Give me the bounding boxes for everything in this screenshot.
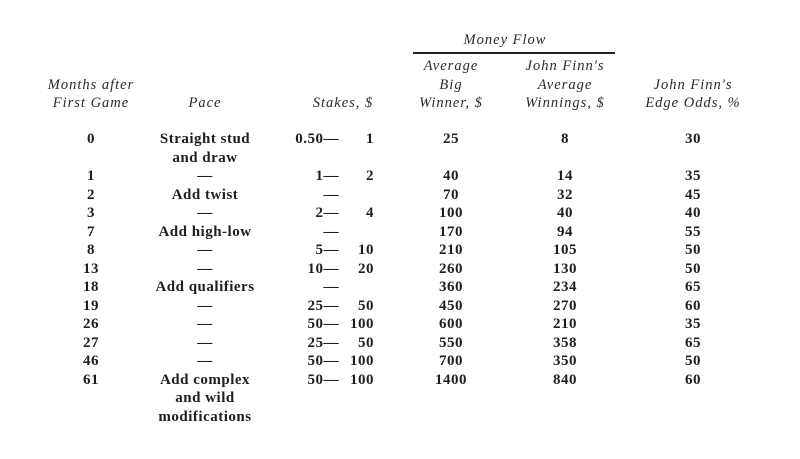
stakes-low-cell: — (323, 223, 339, 240)
finn-winnings-cell: 840 (553, 371, 577, 388)
pace-cell: modifications (158, 408, 252, 425)
months-cell: 8 (87, 242, 95, 258)
stakes-low-cell: 25— (307, 334, 339, 351)
finn-winnings-cell: 350 (553, 353, 577, 369)
edge-odds-header-line1: John Finn's (653, 77, 733, 93)
months-cell: 13 (83, 260, 99, 277)
big-winner-cell: 600 (439, 316, 463, 332)
edge-odds-cell: 60 (685, 371, 701, 388)
edge-odds-cell: 60 (685, 297, 701, 314)
stakes-header: Stakes, $ (312, 95, 374, 111)
edge-odds-header-line2: Edge Odds, % (645, 95, 741, 111)
big-winner-header-line3: Winner, $ (419, 95, 483, 111)
finn-winnings-cell: 8 (561, 131, 569, 147)
stakes-low-cell: 1— (315, 168, 339, 184)
months-header-line1: Months after (47, 77, 135, 93)
big-winner-cell: 260 (439, 260, 463, 277)
finn-winnings-cell: 94 (557, 223, 573, 240)
finn-winnings-cell: 234 (553, 279, 577, 295)
pace-cell: Add complex (159, 371, 251, 388)
pace-cell: — (197, 297, 213, 314)
stakes-high-cell: 2 (366, 168, 374, 184)
months-cell: 26 (83, 316, 99, 332)
pace-cell: — (197, 316, 213, 332)
big-winner-cell: 100 (439, 205, 463, 221)
big-winner-cell: 210 (439, 242, 463, 258)
months-cell: 3 (87, 205, 95, 221)
edge-odds-cell: 30 (685, 131, 701, 147)
stakes-low-cell: 0.50— (295, 131, 339, 147)
finn-winnings-cell: 358 (553, 334, 577, 351)
pace-cell: — (197, 205, 213, 221)
stakes-high-cell: 100 (350, 353, 374, 369)
stakes-low-cell: 10— (307, 260, 339, 277)
pace-cell: Add twist (171, 186, 239, 203)
finn-winnings-cell: 14 (557, 168, 573, 184)
pace-cell: and draw (172, 149, 238, 166)
stakes-low-cell: 2— (315, 205, 339, 221)
stakes-high-cell: 10 (358, 242, 374, 258)
months-cell: 2 (87, 186, 95, 203)
edge-odds-cell: 35 (685, 316, 701, 332)
pace-cell: Straight stud (159, 131, 251, 147)
finn-winnings-header-line2: Average (537, 77, 593, 93)
months-cell: 61 (83, 371, 99, 388)
months-cell: 0 (87, 131, 95, 147)
big-winner-cell: 700 (439, 353, 463, 369)
big-winner-cell: 40 (443, 168, 459, 184)
stakes-high-cell: 50 (358, 334, 374, 351)
pace-cell: — (197, 334, 213, 351)
finn-winnings-cell: 270 (553, 297, 577, 314)
months-cell: 19 (83, 297, 99, 314)
months-header-line2: First Game (52, 95, 130, 111)
edge-odds-cell: 50 (685, 260, 701, 277)
big-winner-cell: 25 (443, 131, 459, 147)
edge-odds-cell: 55 (685, 223, 701, 240)
big-winner-cell: 360 (439, 279, 463, 295)
pace-cell: — (197, 260, 213, 277)
edge-odds-cell: 65 (685, 279, 701, 295)
group-header-rule (413, 52, 615, 54)
money-flow-group-header: Money Flow (463, 32, 547, 48)
stakes-high-cell: 1 (366, 131, 374, 147)
big-winner-cell: 450 (439, 297, 463, 314)
finn-winnings-cell: 130 (553, 260, 577, 277)
edge-odds-cell: 50 (685, 242, 701, 258)
finn-winnings-header-line3: Winnings, $ (525, 95, 605, 111)
pace-cell: Add qualifiers (155, 279, 255, 295)
stakes-high-cell: 100 (350, 316, 374, 332)
months-cell: 1 (87, 168, 95, 184)
big-winner-cell: 170 (439, 223, 463, 240)
finn-winnings-cell: 105 (553, 242, 577, 258)
edge-odds-cell: 45 (685, 186, 701, 203)
stakes-low-cell: 25— (307, 297, 339, 314)
pace-cell: — (197, 168, 213, 184)
finn-winnings-header-line1: John Finn's (525, 58, 605, 74)
edge-odds-cell: 65 (685, 334, 701, 351)
stakes-low-cell: 50— (307, 316, 339, 332)
finn-winnings-cell: 40 (557, 205, 573, 221)
stakes-low-cell: 5— (315, 242, 339, 258)
stakes-low-cell: — (323, 279, 339, 295)
finn-winnings-cell: 32 (557, 186, 573, 203)
stakes-high-cell: 100 (350, 371, 374, 388)
edge-odds-cell: 35 (685, 168, 701, 184)
big-winner-cell: 1400 (435, 371, 467, 388)
stakes-low-cell: — (323, 186, 339, 203)
months-cell: 18 (83, 279, 99, 295)
pace-cell: and wild (175, 390, 235, 406)
edge-odds-cell: 40 (685, 205, 701, 221)
months-cell: 27 (83, 334, 99, 351)
edge-odds-cell: 50 (685, 353, 701, 369)
big-winner-cell: 70 (443, 186, 459, 203)
big-winner-cell: 550 (439, 334, 463, 351)
stakes-low-cell: 50— (307, 371, 339, 388)
big-winner-header-line1: Average (423, 58, 479, 74)
months-cell: 7 (87, 223, 95, 240)
pace-header: Pace (188, 95, 222, 111)
stakes-high-cell: 20 (358, 260, 374, 277)
stakes-high-cell: 4 (366, 205, 374, 221)
months-cell: 46 (83, 353, 99, 369)
pace-cell: Add high-low (158, 223, 252, 240)
pace-cell: — (197, 353, 213, 369)
finn-winnings-cell: 210 (553, 316, 577, 332)
big-winner-header-line2: Big (439, 77, 463, 93)
stakes-low-cell: 50— (307, 353, 339, 369)
pace-cell: — (197, 242, 213, 258)
stakes-high-cell: 50 (358, 297, 374, 314)
